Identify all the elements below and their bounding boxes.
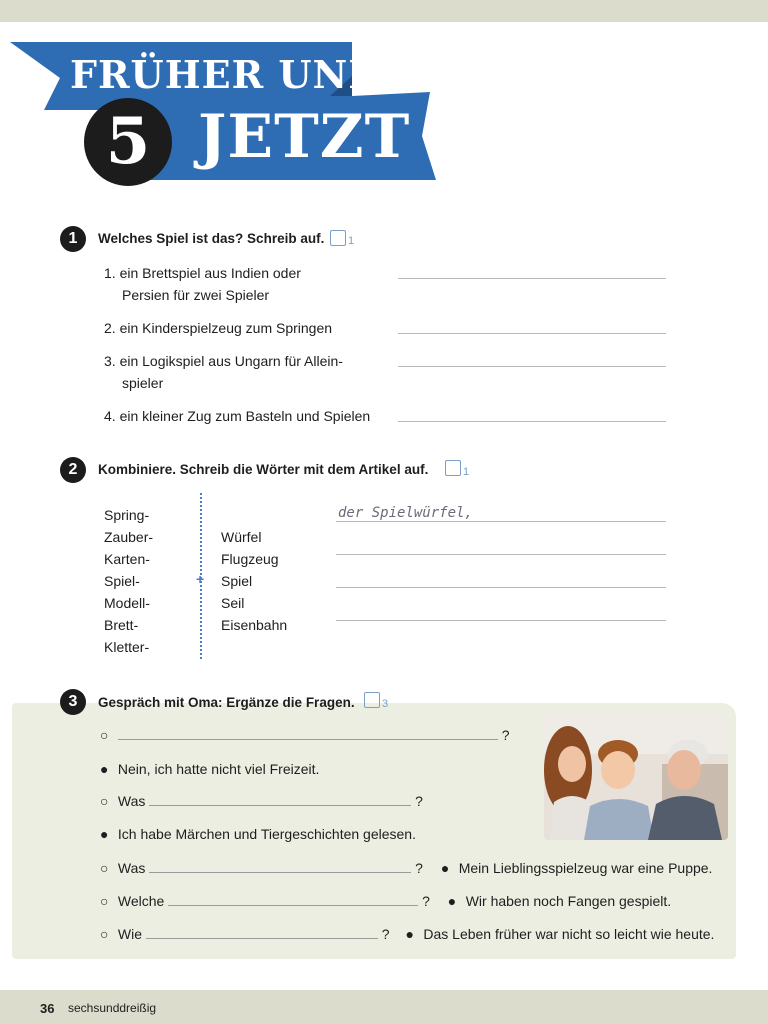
- exercise-2-number: 2: [60, 457, 86, 483]
- ex1-item-3: [104, 350, 343, 394]
- left-word: Karten-: [104, 551, 150, 567]
- left-word: Kletter-: [104, 639, 150, 655]
- question-input-3[interactable]: [149, 862, 411, 873]
- open-circle-icon: ○: [100, 727, 109, 743]
- ex1-item-4-num: 4.: [104, 408, 116, 424]
- unit-number: 5: [105, 104, 151, 179]
- ex1-item-1: [104, 262, 301, 306]
- dialogue-row-2: [100, 761, 319, 777]
- question-mark: ?: [381, 926, 390, 942]
- page-number-word: sechsunddreißig: [68, 1001, 157, 1015]
- answer-text: Mein Lieblingsspielzeug war eine Puppe.: [458, 860, 713, 876]
- answer-text: Das Leben früher war nicht so leicht wie heute.: [423, 926, 715, 942]
- ex1-answer-line-2[interactable]: [398, 333, 666, 334]
- right-word: Flugzeug: [221, 551, 279, 567]
- right-word: Würfel: [221, 529, 262, 545]
- ex1-item-2-text: ein Kinderspielzeug zum Springen: [119, 320, 333, 336]
- question-input-5[interactable]: [146, 928, 378, 939]
- question-input-4[interactable]: [168, 895, 418, 906]
- right-word: Eisenbahn: [221, 617, 288, 633]
- dialogue-row-3: [100, 793, 423, 809]
- left-word: Spiel-: [104, 573, 140, 589]
- answer-text: Nein, ich hatte nicht viel Freizeit.: [117, 761, 320, 777]
- exercise-3-ref: 3: [382, 698, 389, 710]
- ex1-item-2: [104, 317, 332, 339]
- question-start: Wie: [117, 926, 143, 942]
- left-word: Zauber-: [104, 529, 154, 545]
- answer-text: Wir haben noch Fangen gespielt.: [465, 893, 672, 909]
- filled-circle-icon: ●: [447, 893, 457, 909]
- question-start: Was: [117, 793, 146, 809]
- exercise-1-number: 1: [60, 226, 86, 252]
- open-circle-icon: ○: [100, 893, 109, 909]
- ex1-item-3-num: 3.: [104, 353, 116, 369]
- ex1-item-1-num: 1.: [104, 265, 116, 281]
- filled-circle-icon: ●: [100, 761, 109, 777]
- family-photo: [544, 714, 728, 840]
- ex1-item-4: [104, 405, 370, 427]
- exercise-1-title: Welches Spiel ist das? Schreib auf.: [98, 231, 325, 246]
- filled-circle-icon: ●: [405, 926, 414, 942]
- workbook-ref-icon: [445, 460, 461, 476]
- ex1-answer-line-4[interactable]: [398, 421, 666, 422]
- plus-sign: +: [196, 571, 205, 587]
- ex1-item-2-num: 2.: [104, 320, 116, 336]
- question-mark: ?: [415, 793, 423, 809]
- dialogue-row-5: [100, 860, 712, 876]
- left-word: Brett-: [104, 617, 139, 633]
- open-circle-icon: ○: [100, 926, 109, 942]
- ex1-item-1-text: ein Brettspiel aus Indien oder: [119, 265, 301, 281]
- question-start: Welche: [117, 893, 165, 909]
- question-start: Was: [117, 860, 146, 876]
- answer-text: Ich habe Märchen und Tiergeschichten gelesen.: [117, 826, 416, 842]
- exercise-2-title: Kombiniere. Schreib die Wörter mit dem Artikel auf.: [98, 462, 429, 477]
- left-word: Spring-: [104, 507, 150, 523]
- dialogue-row-4: [100, 826, 416, 842]
- top-strip: [0, 0, 768, 22]
- ex2-answer-line-4[interactable]: [336, 620, 666, 621]
- ex1-item-3-text: ein Logikspiel aus Ungarn für Allein-: [119, 353, 343, 369]
- dialogue-row-7: [100, 926, 714, 942]
- ex2-answer-line-3[interactable]: [336, 587, 666, 588]
- example-answer: der Spielwürfel,: [338, 505, 473, 521]
- ex1-answer-line-3[interactable]: [398, 366, 666, 367]
- question-mark: ?: [415, 860, 423, 876]
- ex2-answer-line-1[interactable]: [336, 521, 666, 522]
- dialogue-row-6: [100, 893, 671, 909]
- open-circle-icon: ○: [100, 793, 109, 809]
- question-mark: ?: [501, 727, 510, 743]
- ex1-item-1-text-2: Persien für zwei Spieler: [122, 287, 270, 303]
- exercise-1-ref: 1: [348, 235, 355, 247]
- ex1-item-4-text: ein kleiner Zug zum Basteln und Spielen: [119, 408, 371, 424]
- exercise-3-title: Gespräch mit Oma: Ergänze die Fragen.: [98, 695, 355, 710]
- question-mark: ?: [422, 893, 430, 909]
- banner-title-line2: JETZT: [198, 102, 411, 172]
- right-word: Spiel: [221, 573, 253, 589]
- right-word: Seil: [221, 595, 245, 611]
- ex2-answer-line-2[interactable]: [336, 554, 666, 555]
- question-input-1[interactable]: [118, 729, 498, 740]
- exercise-2-ref: 1: [463, 466, 470, 478]
- ex1-answer-line-1[interactable]: [398, 278, 666, 279]
- workbook-ref-icon: [330, 230, 346, 246]
- banner-title-line1: FRÜHER UND: [70, 52, 383, 97]
- open-circle-icon: ○: [100, 860, 109, 876]
- filled-circle-icon: ●: [440, 860, 450, 876]
- page-number: 36: [40, 1001, 55, 1016]
- exercise-3-number: 3: [60, 689, 86, 715]
- workbook-ref-icon: [364, 692, 380, 708]
- filled-circle-icon: ●: [100, 826, 109, 842]
- question-input-2[interactable]: [149, 795, 411, 806]
- ex1-item-3-text-2: spieler: [122, 375, 164, 391]
- dialogue-row-1: [100, 727, 510, 743]
- left-word: Modell-: [104, 595, 150, 611]
